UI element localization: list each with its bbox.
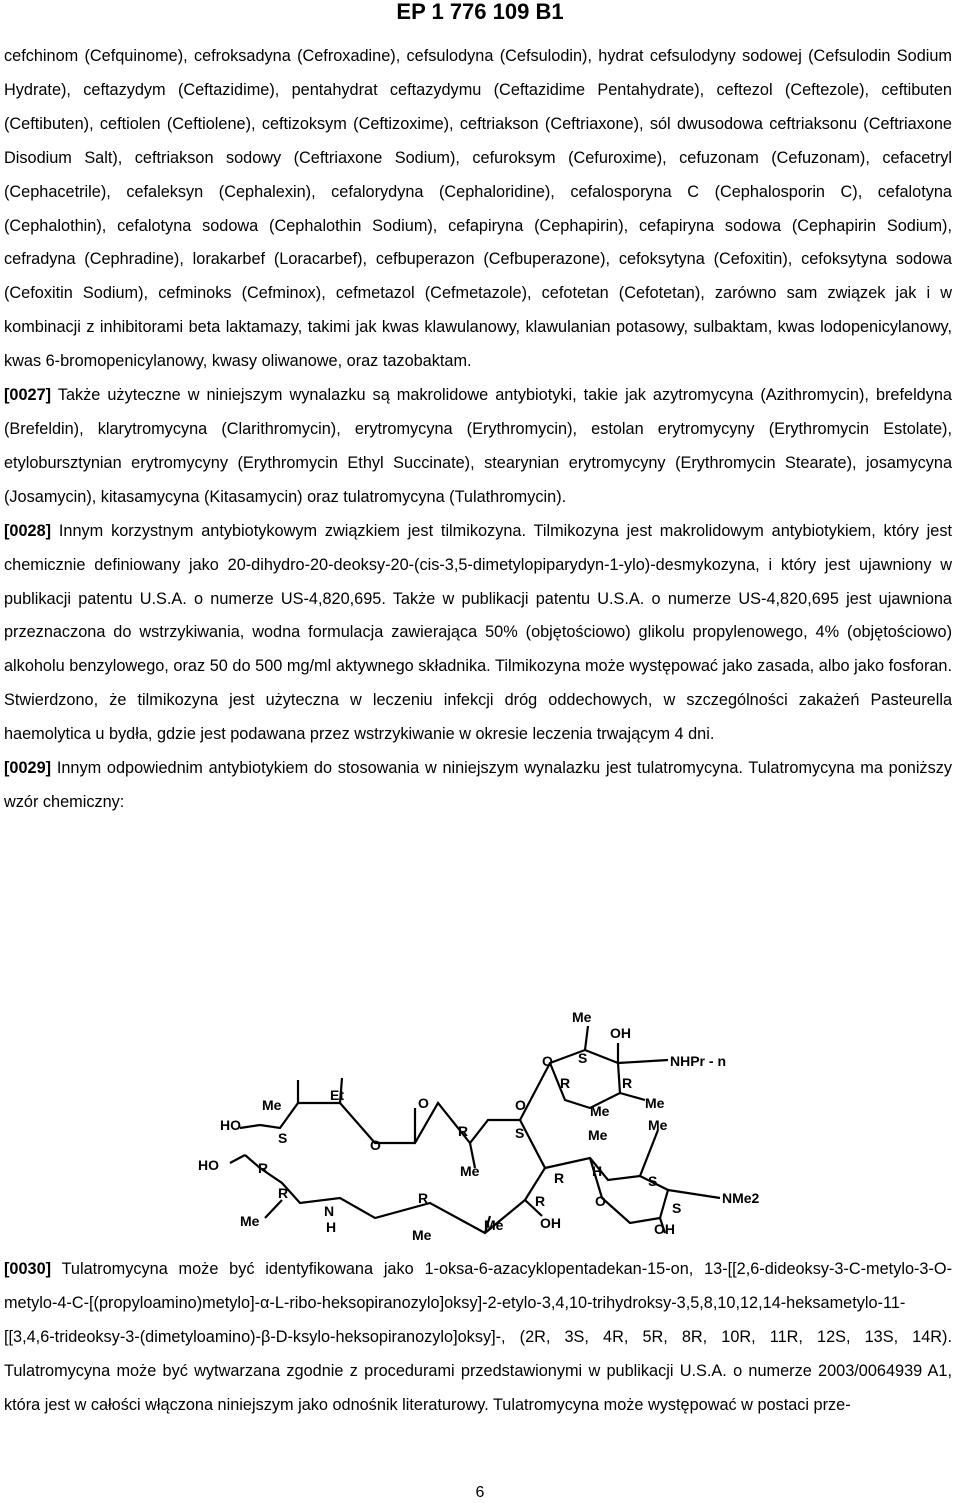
paragraph-text: Innym korzystnym antybiotykowym związkiem jest tilmikozyna. Tilmikozyna jest makrolidowym antybiotykiem, który jest chemicznie definiowany jako 20-dihydro-20-deoksy-20-(cis-3,5-dimetylopiparydyn-1-ylo)-desmykozyna, i który jest ujawniony w publikacji patentu U.S.A. o numerze US-4,820,695. Także w publikacji patentu U.S.A. o numerze US-4,820,695 jest ujawniona przeznaczona do wstrzykiwania, wodna formulacja zawierająca 50% (objętościowo) glikolu propylenowego, 4% (objętościowo) alkoholu benzylowego, oraz 50 do 500 mg/ml aktywnego składnika. Tilmikozyna może występować jako zasada, albo jako fosforan. Stwierdzono, że tilmikozyna jest użyteczna w leczeniu infekcji dróg oddechowych, w szczególności zakażeń Pasteurella haemolytica u bydła, gdzie jest podawana przez wstrzykiwanie w okresie leczenia trwającym 4 dni.	[4, 521, 952, 744]
atom-label: OH	[540, 1215, 561, 1231]
paragraph-0028	[4, 515, 952, 752]
atom-label: R	[554, 1170, 565, 1186]
atom-label: R	[458, 1123, 469, 1139]
atom-label: Me	[645, 1095, 665, 1111]
atom-label: Me	[572, 1009, 592, 1025]
page-number: 6	[475, 1484, 485, 1501]
substituent-bond	[230, 1155, 245, 1163]
atom-label: N	[324, 1203, 335, 1219]
atom-label: R	[535, 1193, 546, 1209]
paragraph-text: Tulatromycyna może być identyfikowana jako 1-oksa-6-azacyklopentadekan-15-on, 13-[[2,6-dideoksy-3-C-metylo-3-O-metylo-4-C-[(propyloamino)metylo]-α-L-ribo-heksopiranozylo]oksy]-2-etylo-3,4,10-trihydroksy-3,5,8,10,12,14-heksametylo-11-[[3,4,6-trideoksy-3-(dimetyloamino)-β-D-ksylo-heksopiranozylo]oksy]-, (2R, 3S, 4R, 5R, 8R, 10R, 11R, 12S, 13S, 14R). Tulatromycyna może być wytwarzana zgodnie z procedurami przedstawionymi w publikacji U.S.A. o numerze 2003/0064939 A1, która jest w całości włączona niniejszym jako odnośnik literaturowy. Tulatromycyna może występować w postaci prze-	[4, 1260, 952, 1414]
substituent-bond	[640, 1130, 658, 1176]
intro-paragraph: cefchinom (Cefquinome), cefroksadyna (Cefroxadine), cefsulodyna (Cefsulodin), hydrat cefsulodyny sodowej (Cefsulodin Sodium Hydrate), ceftazydym (Ceftazidime), pentahydrat ceftazydymu (Ceftazidime Pentahydrate), ceftezol (Ceftezole), ceftibuten (Ceftibuten), ceftiolen (Ceftiolene), ceftizoksym (Ceftizoxime), ceftriakson (Ceftriaxone), sól dwusodowa ceftriaksonu (Ceftriaxone Disodium Salt), ceftriakson sodowy (Ceftriaxone Sodium), cefuroksym (Cefuroxime), cefuzonam (Cefuzonam), cefacetryl (Cephacetrile), cefaleksyn (Cephalexin), cefalorydyna (Cephaloridine), cefalosporyna C (Cephalosporin C), cefalotyna (Cephalothin), cefalotyna sodowa (Cephalothin Sodium), cefapiryna (Cephapirin), cefapiryna sodowa (Cephapirin Sodium), cefradyna (Cephradine), lorakarbef (Loracarbef), cefbuperazon (Cefbuperazone), cefoksytyna (Cefoxitin), cefoksytyna sodowa (Cefoxitin Sodium), cefminoks (Cefminox), cefmetazol (Cefmetazole), cefotetan (Cefotetan), zarówno sam związek jak i w kombinacji z inhibitorami beta laktamazy, takimi jak kwas klawulanowy, klawulanian potasowy, sulbaktam, kwas lodopenicylanowy, kwas 6-bromopenicylanowy, kwasy oliwanowe, oraz tazobaktam.	[4, 47, 952, 371]
atom-label: R	[560, 1075, 571, 1091]
lower-sugar-ring	[545, 1158, 668, 1223]
atom-label: NMe2	[722, 1190, 760, 1206]
paragraph-text: Także użyteczne w niniejszym wynalazku są makrolidowe antybiotyki, takie jak azytromycyna (Azithromycin), brefeldyna (Brefeldin), klarytromycyna (Clarithromycin), erytromycyna (Erythromycin), estolan erytromycyny (Erythromycin Estolate), etylobursztynian erytromycyny (Erythromycin Ethyl Succinate), stearynian erytromycyny (Erythromycin Stearate), josamycyna (Josamycin), kitasamycyna (Kitasamycin) oraz tulatromycyna (Tulathromycin).	[4, 386, 952, 506]
paragraph-number: [0029]	[4, 759, 52, 778]
atom-label: S	[578, 1050, 588, 1066]
atom-label: Me	[412, 1227, 432, 1243]
paragraph-0029	[4, 752, 952, 820]
atom-label: Me	[484, 1217, 504, 1233]
paragraph-0027	[4, 379, 952, 515]
paragraph-0030	[4, 1252, 952, 1422]
atom-label: R	[278, 1185, 289, 1201]
atom-label: O	[418, 1095, 429, 1111]
macrolide-ring-bonds	[245, 1103, 545, 1233]
substituent-bond	[240, 1125, 260, 1128]
atom-label: S	[515, 1125, 525, 1141]
atom-label: S	[672, 1200, 682, 1216]
atom-label: H	[592, 1163, 603, 1179]
atom-label: OH	[610, 1025, 631, 1041]
atom-label: Me	[590, 1103, 610, 1119]
substituent-bond	[620, 1093, 645, 1100]
substituent-bond	[265, 1200, 282, 1218]
atom-label: S	[648, 1173, 658, 1189]
chemical-structure	[190, 1008, 790, 1246]
paragraph-text: Innym odpowiednim antybiotykiem do stosowania w niniejszym wynalazku jest tulatromycyna. Tulatromycyna ma poniższy wzór chemiczny:	[4, 759, 952, 811]
paragraph-number: [0027]	[4, 386, 52, 405]
atom-label: R	[622, 1075, 633, 1091]
atom-label: O	[542, 1053, 553, 1069]
atom-label: Et	[330, 1087, 344, 1103]
atom-label: O	[370, 1137, 381, 1153]
atom-label: OH	[654, 1221, 675, 1237]
atom-label: Me	[588, 1127, 608, 1143]
atom-label: O	[595, 1193, 606, 1209]
substituent-bond	[618, 1060, 668, 1063]
substituent-bond	[585, 1026, 588, 1050]
substituent-bond	[668, 1190, 720, 1198]
atom-label: Me	[460, 1163, 480, 1179]
atom-label: Me	[262, 1097, 282, 1113]
atom-label: HO	[220, 1117, 241, 1133]
paragraph-number: [0028]	[4, 521, 52, 540]
atom-label: Me	[648, 1117, 668, 1133]
paragraph-number: [0030]	[4, 1260, 52, 1278]
atom-label: S	[278, 1130, 288, 1146]
atom-label: O	[515, 1097, 526, 1113]
atom-label: Me	[240, 1213, 260, 1229]
atom-label: H	[326, 1219, 337, 1235]
atom-label: R	[258, 1160, 269, 1176]
atom-label: HO	[198, 1157, 219, 1173]
tulathromycin-structure-figure	[190, 1008, 790, 1246]
page-text	[4, 40, 952, 820]
atom-label: R	[418, 1190, 429, 1206]
patent-number-header: EP 1 776 109 B1	[396, 0, 564, 24]
atom-label: NHPr - n	[670, 1053, 726, 1069]
